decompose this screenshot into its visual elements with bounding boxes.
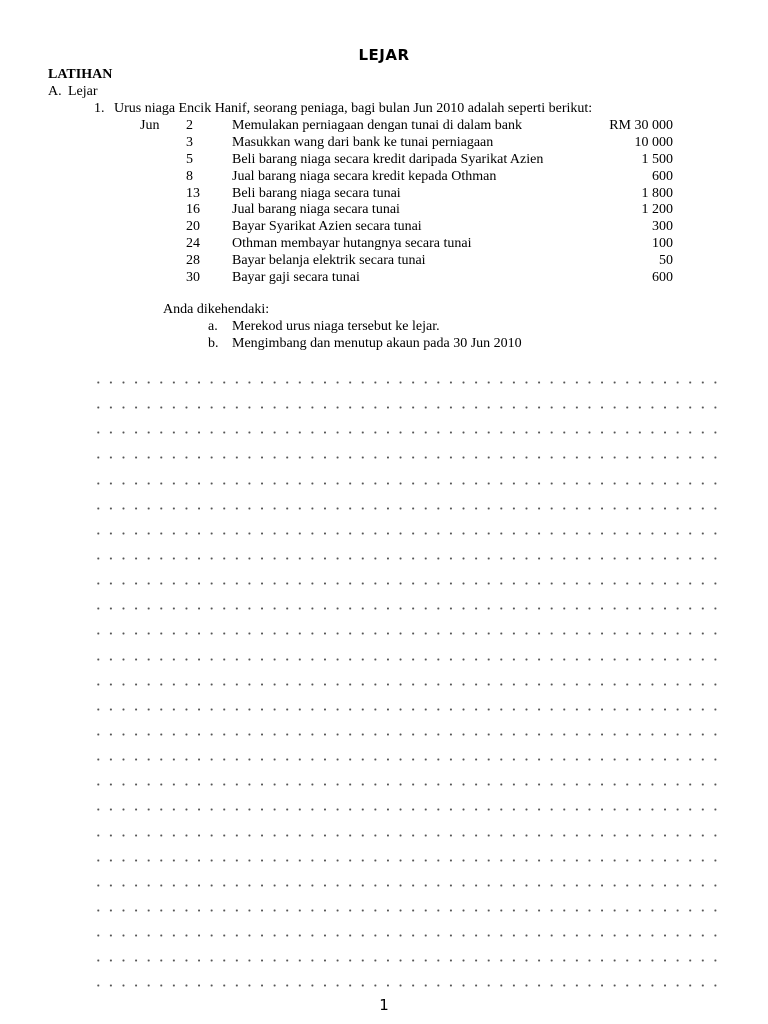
task-item — [208, 336, 522, 352]
transaction-row — [0, 186, 768, 203]
dotted-answer-line[interactable] — [92, 506, 722, 511]
transaction-day: 30 — [186, 270, 200, 286]
dotted-answer-line[interactable] — [92, 883, 722, 888]
dotted-answer-line[interactable] — [92, 983, 722, 988]
section-label: Lejar — [68, 84, 98, 99]
transaction-list — [0, 118, 768, 287]
transaction-row — [0, 236, 768, 253]
transaction-row — [0, 270, 768, 287]
section-letter: A. — [48, 84, 62, 99]
dotted-answer-line[interactable] — [92, 657, 722, 662]
transaction-description: Jual barang niaga secara kredit kepada Othman — [232, 168, 497, 184]
answer-area — [92, 380, 722, 1009]
dotted-answer-line[interactable] — [92, 958, 722, 963]
task-text: Mengimbang dan menutup akaun pada 30 Jun 2010 — [232, 336, 522, 351]
transaction-day: 8 — [186, 168, 193, 184]
transaction-day: 24 — [186, 236, 200, 252]
question-body: Urus niaga Encik Hanif, seorang peniaga, bagi bulan Jun 2010 adalah seperti berikut: — [114, 101, 593, 116]
dotted-answer-line[interactable] — [92, 682, 722, 687]
dotted-answer-line[interactable] — [92, 933, 722, 938]
dotted-answer-line[interactable] — [92, 405, 722, 410]
task-text: Merekod urus niaga tersebut ke lejar. — [232, 319, 440, 334]
transaction-amount: 600 — [652, 270, 673, 286]
transaction-amount: 600 — [652, 168, 673, 184]
page-title: LEJAR — [358, 46, 410, 64]
dotted-answer-line[interactable] — [92, 606, 722, 611]
dotted-answer-line[interactable] — [92, 380, 722, 385]
transaction-description: Bayar Syarikat Azien secara tunai — [232, 219, 422, 235]
transaction-day: 2 — [186, 118, 193, 133]
transaction-day: 13 — [186, 185, 200, 201]
transaction-row — [0, 152, 768, 169]
transaction-amount: 100 — [652, 236, 673, 252]
transaction-row — [0, 118, 768, 135]
transaction-description: Memulakan perniagaan dengan tunai di dalam bank — [232, 118, 523, 133]
dotted-answer-line[interactable] — [92, 455, 722, 460]
dotted-answer-line[interactable] — [92, 556, 722, 561]
transaction-description: Beli barang niaga secara tunai — [232, 185, 401, 201]
transaction-row — [0, 219, 768, 236]
transaction-day: 3 — [186, 134, 193, 150]
transaction-description: Bayar belanja elektrik secara tunai — [232, 253, 426, 269]
dotted-answer-line[interactable] — [92, 858, 722, 863]
dotted-answer-line[interactable] — [92, 631, 722, 636]
transaction-amount: 50 — [659, 253, 673, 269]
dotted-answer-line[interactable] — [92, 833, 722, 838]
transaction-amount: RM 30 000 — [609, 118, 673, 133]
transaction-amount: 1 200 — [641, 202, 673, 218]
transaction-description: Masukkan wang dari bank ke tunai perniagaan — [232, 134, 494, 150]
transaction-day: 5 — [186, 151, 193, 167]
transaction-description: Beli barang niaga secara kredit daripada Syarikat Azien — [232, 151, 544, 167]
transaction-amount: 300 — [652, 219, 673, 235]
transaction-amount: 1 800 — [641, 185, 673, 201]
transaction-description: Jual barang niaga secara tunai — [232, 202, 400, 218]
transaction-day: 28 — [186, 253, 200, 269]
transaction-row — [0, 253, 768, 270]
task-label: a. — [208, 319, 218, 334]
dotted-answer-line[interactable] — [92, 782, 722, 787]
dotted-answer-line[interactable] — [92, 481, 722, 486]
question-number: 1. — [94, 101, 105, 116]
page-number: 1 — [379, 996, 389, 1014]
task-item — [208, 319, 440, 335]
transaction-amount: 1 500 — [641, 151, 673, 167]
dotted-answer-line[interactable] — [92, 807, 722, 812]
dotted-answer-line[interactable] — [92, 430, 722, 435]
dotted-answer-line[interactable] — [92, 531, 722, 536]
transaction-row — [0, 202, 768, 219]
transaction-day: 16 — [186, 202, 200, 218]
task-label: b. — [208, 336, 219, 351]
dotted-answer-line[interactable] — [92, 908, 722, 913]
transaction-month: Jun — [140, 118, 160, 133]
transaction-description: Othman membayar hutangnya secara tunai — [232, 236, 472, 252]
question-text — [94, 101, 592, 117]
section-header — [48, 84, 98, 100]
dotted-answer-line[interactable] — [92, 707, 722, 712]
transaction-row — [0, 169, 768, 186]
exercise-heading: LATIHAN — [48, 67, 113, 82]
dotted-answer-line[interactable] — [92, 581, 722, 586]
dotted-answer-line[interactable] — [92, 732, 722, 737]
transaction-amount: 10 000 — [634, 134, 673, 150]
dotted-answer-line[interactable] — [92, 757, 722, 762]
requirement-label: Anda dikehendaki: — [163, 302, 270, 317]
transaction-row — [0, 135, 768, 152]
transaction-description: Bayar gaji secara tunai — [232, 270, 360, 286]
transaction-day: 20 — [186, 219, 200, 235]
